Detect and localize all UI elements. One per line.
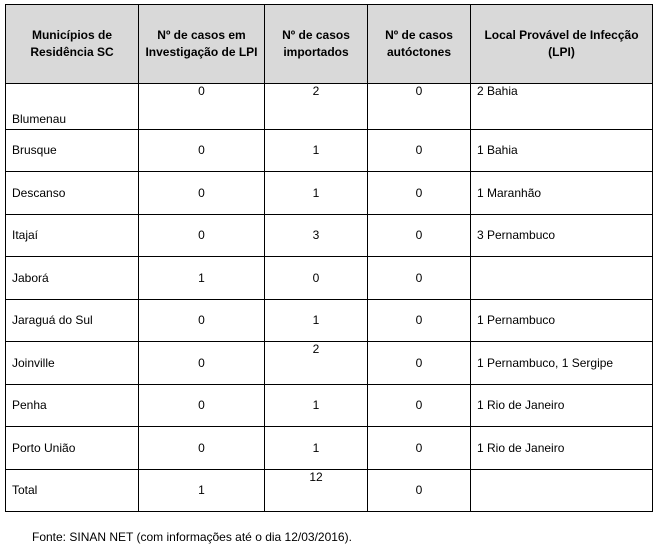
cell-municipio: Descanso: [6, 172, 139, 215]
cell-lpi: 1 Bahia: [471, 129, 653, 172]
header-investigacao: Nº de casos em Investigação de LPI: [139, 5, 265, 84]
cell-importados: 1: [265, 129, 368, 172]
cell-autoctones: 0: [368, 257, 471, 300]
cell-lpi: 3 Pernambuco: [471, 214, 653, 257]
table-row: [6, 257, 653, 300]
cell-importados: 1: [265, 172, 368, 215]
cell-autoctones: 0: [368, 172, 471, 215]
header-municipios: Municípios de Residência SC: [6, 5, 139, 84]
cell-autoctones: 0: [368, 342, 471, 385]
cell-importados: 2: [265, 342, 368, 385]
cell-investigacao: 0: [139, 172, 265, 215]
cell-lpi: 2 Bahia: [471, 84, 653, 130]
cell-municipio: Jaborá: [6, 257, 139, 300]
cell-investigacao: 0: [139, 342, 265, 385]
cell-lpi: 1 Pernambuco, 1 Sergipe: [471, 342, 653, 385]
cell-investigacao: 0: [139, 84, 265, 130]
cell-autoctones: 0: [368, 384, 471, 427]
cell-investigacao: 1: [139, 469, 265, 512]
cell-autoctones: 0: [368, 469, 471, 512]
cell-investigacao: 0: [139, 384, 265, 427]
cell-municipio: Jaraguá do Sul: [6, 299, 139, 342]
cell-investigacao: 0: [139, 214, 265, 257]
cell-investigacao: 0: [139, 299, 265, 342]
cell-municipio: Total: [6, 469, 139, 512]
table-row: [6, 84, 653, 130]
header-importados: Nº de casos importados: [265, 5, 368, 84]
cell-lpi: 1 Rio de Janeiro: [471, 384, 653, 427]
cell-autoctones: 0: [368, 214, 471, 257]
cell-municipio: Blumenau: [6, 84, 139, 130]
cell-autoctones: 0: [368, 84, 471, 130]
cell-importados: 2: [265, 84, 368, 130]
cell-municipio: Brusque: [6, 129, 139, 172]
table-row: [6, 299, 653, 342]
cell-autoctones: 0: [368, 129, 471, 172]
table-row: [6, 384, 653, 427]
cell-lpi: [471, 469, 653, 512]
cell-investigacao: 1: [139, 257, 265, 300]
cell-autoctones: 0: [368, 427, 471, 470]
table-row: [6, 214, 653, 257]
cell-municipio: Itajaí: [6, 214, 139, 257]
source-note: Fonte: SINAN NET (com informações até o dia 12/03/2016).: [32, 530, 352, 544]
header-lpi: Local Provável de Infecção (LPI): [471, 5, 653, 84]
cell-importados: 1: [265, 427, 368, 470]
cell-investigacao: 0: [139, 427, 265, 470]
cell-lpi: [471, 257, 653, 300]
cell-municipio: Porto União: [6, 427, 139, 470]
table-row: [6, 342, 653, 385]
cell-importados: 12: [265, 469, 368, 512]
cell-importados: 1: [265, 384, 368, 427]
cell-municipio: Joinville: [6, 342, 139, 385]
header-autoctones: Nº de casos autóctones: [368, 5, 471, 84]
table-row-total: [6, 469, 653, 512]
cell-importados: 1: [265, 299, 368, 342]
cell-importados: 3: [265, 214, 368, 257]
cell-lpi: 1 Rio de Janeiro: [471, 427, 653, 470]
cell-municipio: Penha: [6, 384, 139, 427]
cases-table: [5, 4, 653, 512]
table-row: [6, 172, 653, 215]
cell-importados: 0: [265, 257, 368, 300]
cell-lpi: 1 Maranhão: [471, 172, 653, 215]
table-row: [6, 129, 653, 172]
table-header-row: [6, 5, 653, 84]
cell-investigacao: 0: [139, 129, 265, 172]
cell-autoctones: 0: [368, 299, 471, 342]
cell-lpi: 1 Pernambuco: [471, 299, 653, 342]
table-row: [6, 427, 653, 470]
